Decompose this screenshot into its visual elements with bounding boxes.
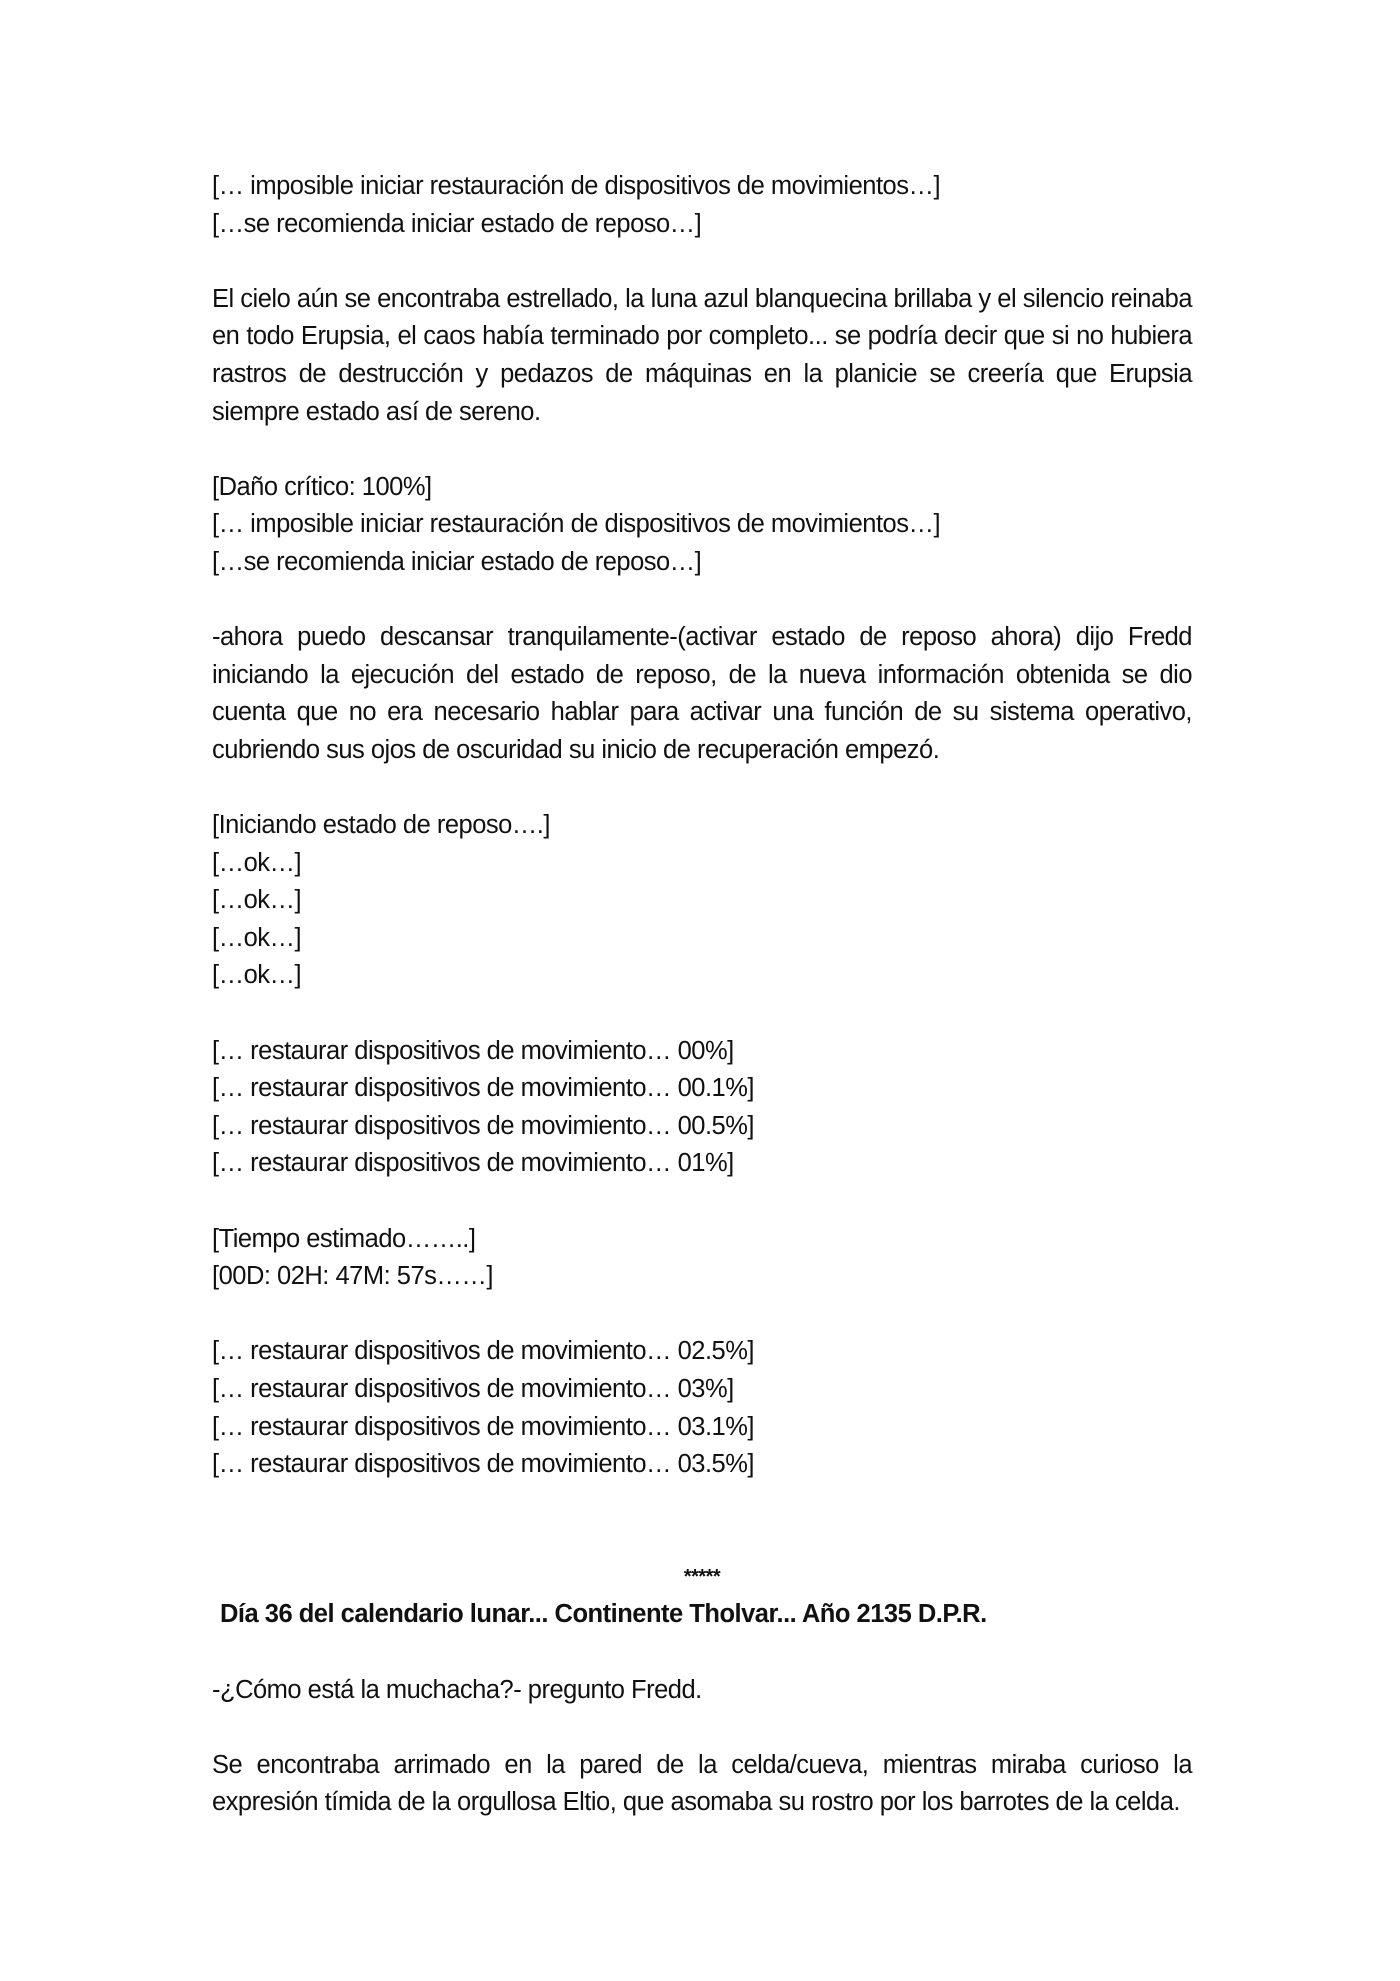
status-line: [… restaurar dispositivos de movimiento… 00.1%]	[212, 1074, 754, 1103]
status-block-6	[212, 1333, 1192, 1483]
status-line: [00D: 02H: 47M: 57s……]	[212, 1262, 493, 1291]
status-line: [… imposible iniciar restauración de dispositivos de movimientos…]	[212, 172, 941, 200]
status-line: […ok…]	[212, 886, 302, 915]
status-line: […ok…]	[212, 923, 302, 952]
status-line: [… restaurar dispositivos de movimiento… 01%]	[212, 1149, 734, 1178]
status-line: [… restaurar dispositivos de movimiento… 03.1%]	[212, 1412, 754, 1441]
paragraph-1: El cielo aún se encontraba estrellado, la luna azul blanquecina brillaba y el silencio reinaba en todo Erupsia, el caos había terminado por completo... se podría decir que si no hubiera rastros de destrucción y pedazos de máquinas en la planicie se creería que Erupsia siempre estado así de sereno.	[212, 284, 1192, 426]
status-line: [… restaurar dispositivos de movimiento… 03.5%]	[212, 1450, 754, 1479]
status-line: […se recomienda iniciar estado de reposo…]	[212, 547, 702, 576]
status-line: [Iniciando estado de reposo….]	[212, 811, 550, 840]
section-separator: *****	[683, 1565, 721, 1588]
status-line: [… restaurar dispositivos de movimiento… 03%]	[212, 1375, 734, 1403]
status-line: […ok…]	[212, 961, 302, 990]
status-block-5	[212, 1221, 1192, 1296]
status-line: [… restaurar dispositivos de movimiento… 02.5%]	[212, 1337, 754, 1366]
document-page	[212, 168, 1192, 1822]
dialogue-line: -¿Cómo está la muchacha?- pregunto Fredd.	[212, 1675, 702, 1704]
status-line: [Daño crítico: 100%]	[212, 472, 432, 501]
status-line: [Tiempo estimado……..]	[212, 1224, 476, 1253]
status-line: [… imposible iniciar restauración de dispositivos de movimientos…]	[212, 510, 941, 539]
status-line: […se recomienda iniciar estado de reposo…]	[212, 209, 702, 238]
status-line: […ok…]	[212, 848, 302, 877]
status-block-1	[212, 168, 1192, 243]
chapter-heading: Día 36 del calendario lunar... Continente Tholvar... Año 2135 D.P.R.	[220, 1600, 987, 1629]
status-block-4	[212, 1033, 1192, 1183]
status-block-3	[212, 807, 1192, 995]
paragraph-2: -ahora puedo descansar tranquilamente-(activar estado de reposo ahora) dijo Fredd iniciando la ejecución del estado de reposo, de la nueva información obtenida se dio cuenta que no era necesario hablar para activar una función de su sistema operativo, cubriendo sus ojos de oscuridad su inicio de recuperación empezó.	[212, 623, 1192, 764]
status-block-2	[212, 469, 1192, 582]
paragraph-3: Se encontraba arrimado en la pared de la celda/cueva, mientras miraba curioso la expresión tímida de la orgullosa Eltio, que asomaba su rostro por los barrotes de la celda.	[212, 1750, 1192, 1817]
status-line: [… restaurar dispositivos de movimiento… 00.5%]	[212, 1111, 754, 1140]
status-line: [… restaurar dispositivos de movimiento… 00%]	[212, 1036, 734, 1065]
